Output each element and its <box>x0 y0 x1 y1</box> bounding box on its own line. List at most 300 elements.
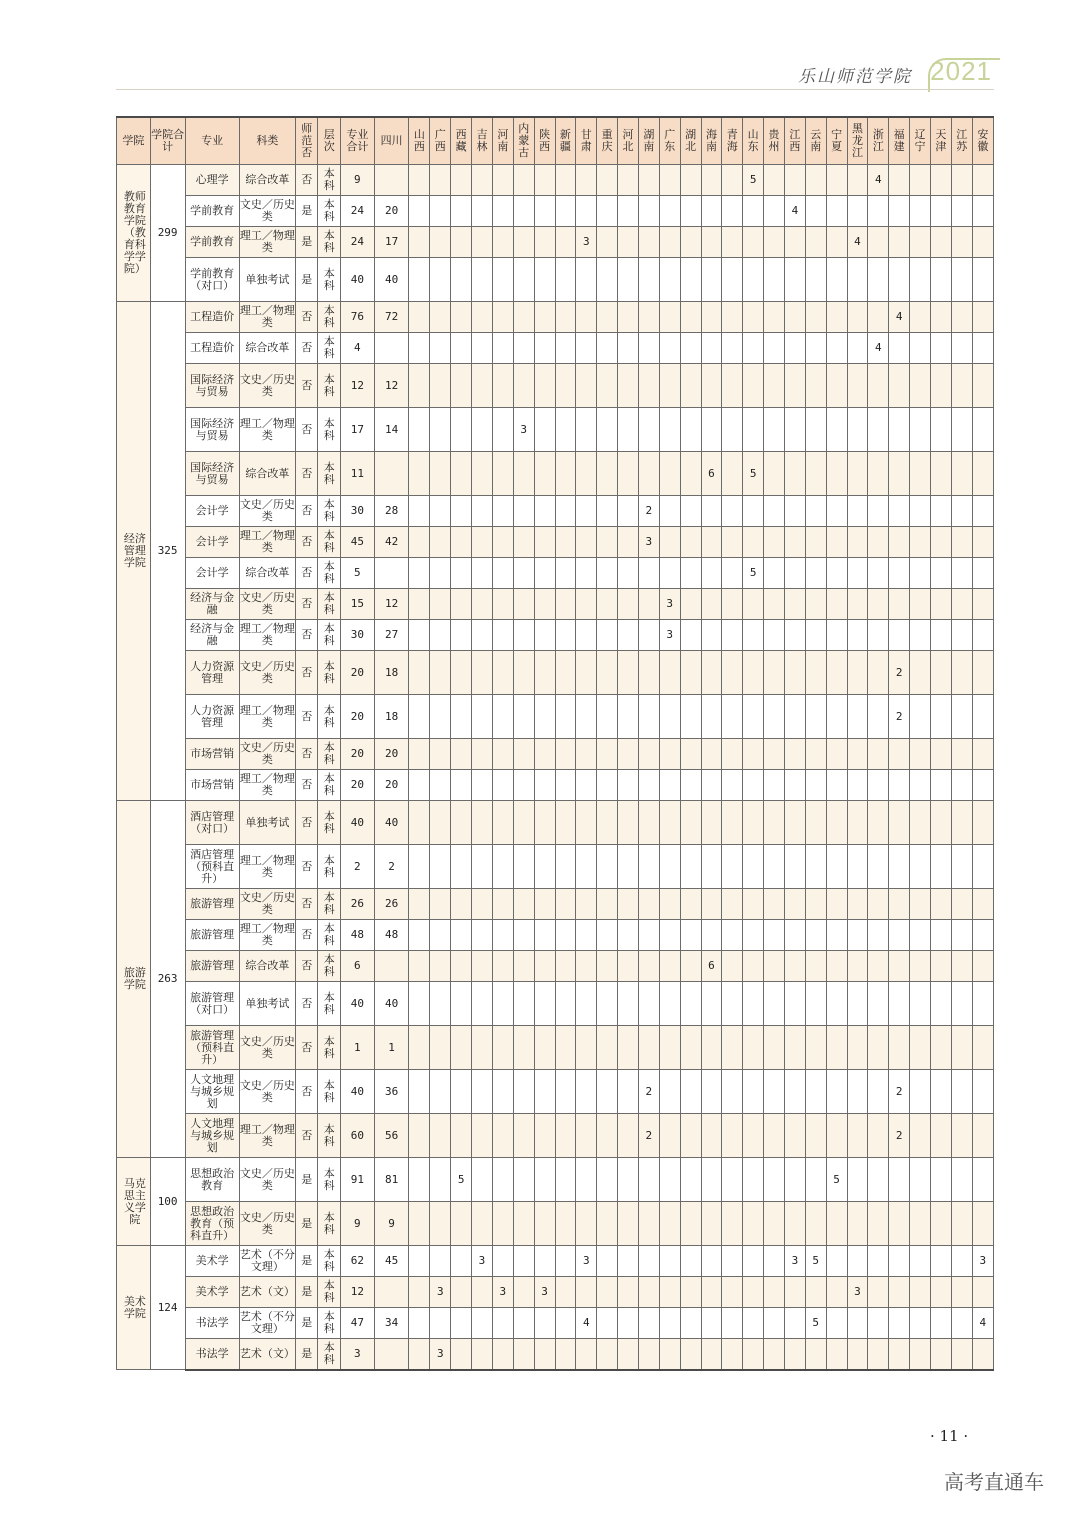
province-quota <box>784 496 805 527</box>
province-quota <box>805 651 826 695</box>
table-row <box>117 452 994 496</box>
province-quota <box>930 620 951 651</box>
province-quota <box>889 801 910 845</box>
province-quota <box>930 1308 951 1339</box>
province-quota <box>764 1308 785 1339</box>
province-quota: 40 <box>374 801 409 845</box>
province-quota <box>680 1070 701 1114</box>
province-quota <box>618 165 639 196</box>
major-name: 思想政治教育 <box>185 1158 239 1202</box>
province-quota <box>743 1277 764 1308</box>
normal-flag: 是 <box>295 1339 318 1370</box>
province-quota: 4 <box>868 333 889 364</box>
province-quota <box>743 739 764 770</box>
major-name: 经济与金融 <box>185 620 239 651</box>
province-quota: 2 <box>889 1114 910 1158</box>
province-quota <box>743 364 764 408</box>
province-quota <box>701 1246 722 1277</box>
major-name: 书法学 <box>185 1339 239 1370</box>
province-quota <box>826 227 847 258</box>
degree-level: 本科 <box>318 951 341 982</box>
province-quota <box>910 558 931 589</box>
subject-category: 文史／历史类 <box>239 1026 295 1070</box>
province-quota <box>701 196 722 227</box>
province-quota <box>513 302 534 333</box>
province-quota <box>764 333 785 364</box>
province-quota <box>868 620 889 651</box>
college-name: 旅游学院 <box>117 801 151 1158</box>
province-quota <box>618 1026 639 1070</box>
province-quota <box>534 982 555 1026</box>
province-quota <box>826 1277 847 1308</box>
province-quota <box>451 1070 472 1114</box>
province-quota <box>701 165 722 196</box>
province-quota <box>659 527 680 558</box>
table-row <box>117 1158 994 1202</box>
province-quota <box>576 302 597 333</box>
province-quota <box>910 496 931 527</box>
province-quota <box>930 1202 951 1246</box>
province-quota <box>492 589 513 620</box>
column-header: 甘肃 <box>576 117 597 165</box>
major-subtotal: 5 <box>340 558 374 589</box>
province-quota <box>409 889 430 920</box>
province-quota <box>826 1246 847 1277</box>
province-quota <box>972 1158 993 1202</box>
province-quota <box>472 165 493 196</box>
province-quota <box>910 1308 931 1339</box>
major-subtotal: 17 <box>340 408 374 452</box>
column-header: 重庆 <box>597 117 618 165</box>
province-quota <box>430 165 451 196</box>
degree-level: 本科 <box>318 258 341 302</box>
subject-category: 文史／历史类 <box>239 589 295 620</box>
province-quota: 3 <box>972 1246 993 1277</box>
province-quota <box>826 982 847 1026</box>
province-quota <box>555 1158 576 1202</box>
province-quota <box>722 620 743 651</box>
province-quota <box>576 651 597 695</box>
province-quota <box>951 258 972 302</box>
province-quota <box>513 258 534 302</box>
province-quota <box>784 951 805 982</box>
province-quota <box>513 227 534 258</box>
province-quota <box>472 770 493 801</box>
province-quota <box>659 227 680 258</box>
province-quota <box>910 651 931 695</box>
province-quota <box>889 770 910 801</box>
province-quota <box>430 770 451 801</box>
province-quota <box>972 982 993 1026</box>
major-subtotal: 4 <box>340 333 374 364</box>
province-quota <box>409 258 430 302</box>
province-quota <box>534 695 555 739</box>
major-subtotal: 48 <box>340 920 374 951</box>
degree-level: 本科 <box>318 589 341 620</box>
province-quota <box>430 1158 451 1202</box>
province-quota <box>513 920 534 951</box>
major-subtotal: 30 <box>340 620 374 651</box>
province-quota <box>597 165 618 196</box>
province-quota: 4 <box>889 302 910 333</box>
province-quota <box>472 1158 493 1202</box>
column-header: 江西 <box>784 117 805 165</box>
province-quota <box>555 1026 576 1070</box>
normal-flag: 否 <box>295 1070 318 1114</box>
major-name: 经济与金融 <box>185 589 239 620</box>
province-quota <box>618 227 639 258</box>
province-quota <box>472 982 493 1026</box>
subject-category: 文史／历史类 <box>239 651 295 695</box>
province-quota: 3 <box>430 1277 451 1308</box>
province-quota <box>972 452 993 496</box>
province-quota <box>597 1026 618 1070</box>
province-quota <box>847 589 868 620</box>
major-name: 旅游管理 <box>185 889 239 920</box>
province-quota <box>784 695 805 739</box>
province-quota <box>951 845 972 889</box>
province-quota <box>722 920 743 951</box>
province-quota <box>805 1070 826 1114</box>
province-quota <box>534 770 555 801</box>
province-quota <box>868 770 889 801</box>
province-quota <box>409 739 430 770</box>
province-quota <box>784 770 805 801</box>
province-quota <box>534 1202 555 1246</box>
province-quota: 36 <box>374 1070 409 1114</box>
province-quota: 40 <box>374 982 409 1026</box>
province-quota <box>743 651 764 695</box>
province-quota <box>701 364 722 408</box>
normal-flag: 否 <box>295 408 318 452</box>
province-quota <box>722 695 743 739</box>
province-quota <box>451 165 472 196</box>
province-quota <box>847 258 868 302</box>
province-quota: 5 <box>743 452 764 496</box>
subject-category: 文史／历史类 <box>239 1158 295 1202</box>
major-subtotal: 12 <box>340 1277 374 1308</box>
normal-flag: 是 <box>295 1246 318 1277</box>
province-quota: 42 <box>374 527 409 558</box>
subject-category: 艺术（不分文理） <box>239 1308 295 1339</box>
province-quota <box>722 770 743 801</box>
province-quota <box>722 1202 743 1246</box>
province-quota <box>513 1158 534 1202</box>
major-name: 思想政治教育（预科直升） <box>185 1202 239 1246</box>
province-quota <box>638 1277 659 1308</box>
province-quota: 3 <box>638 527 659 558</box>
province-quota: 40 <box>374 258 409 302</box>
province-quota <box>430 364 451 408</box>
province-quota <box>910 165 931 196</box>
province-quota <box>764 920 785 951</box>
province-quota <box>534 496 555 527</box>
province-quota <box>555 496 576 527</box>
province-quota <box>826 845 847 889</box>
province-quota <box>743 1158 764 1202</box>
province-quota <box>430 196 451 227</box>
province-quota <box>722 1339 743 1370</box>
province-quota <box>513 333 534 364</box>
province-quota <box>618 408 639 452</box>
subject-category: 文史／历史类 <box>239 364 295 408</box>
province-quota <box>701 333 722 364</box>
province-quota <box>743 845 764 889</box>
province-quota <box>680 1308 701 1339</box>
province-quota <box>826 333 847 364</box>
province-quota: 5 <box>451 1158 472 1202</box>
province-quota <box>618 1339 639 1370</box>
province-quota <box>805 364 826 408</box>
province-quota <box>701 845 722 889</box>
province-quota <box>618 452 639 496</box>
province-quota <box>972 527 993 558</box>
province-quota <box>972 558 993 589</box>
degree-level: 本科 <box>318 1308 341 1339</box>
province-quota <box>805 258 826 302</box>
province-quota <box>910 889 931 920</box>
column-header: 学院 <box>117 117 151 165</box>
province-quota <box>472 889 493 920</box>
major-subtotal: 9 <box>340 1202 374 1246</box>
province-quota <box>930 196 951 227</box>
province-quota <box>597 801 618 845</box>
province-quota <box>680 408 701 452</box>
province-quota <box>784 982 805 1026</box>
province-quota <box>409 1026 430 1070</box>
province-quota <box>910 1277 931 1308</box>
province-quota <box>743 620 764 651</box>
province-quota <box>409 651 430 695</box>
province-quota <box>722 982 743 1026</box>
province-quota <box>951 333 972 364</box>
normal-flag: 否 <box>295 589 318 620</box>
province-quota <box>534 920 555 951</box>
table-row <box>117 801 994 845</box>
province-quota <box>889 1339 910 1370</box>
enrollment-quota-table <box>116 116 994 1371</box>
province-quota <box>492 695 513 739</box>
province-quota <box>534 1070 555 1114</box>
province-quota <box>868 1202 889 1246</box>
province-quota <box>784 227 805 258</box>
province-quota <box>680 527 701 558</box>
province-quota <box>409 227 430 258</box>
province-quota <box>638 845 659 889</box>
province-quota <box>972 1114 993 1158</box>
province-quota <box>618 651 639 695</box>
province-quota <box>889 739 910 770</box>
province-quota <box>451 620 472 651</box>
province-quota: 12 <box>374 589 409 620</box>
header-decoration <box>928 58 1000 92</box>
province-quota <box>701 1114 722 1158</box>
province-quota <box>805 695 826 739</box>
degree-level: 本科 <box>318 695 341 739</box>
college-name: 教师教育学院（教育科学学院） <box>117 165 151 302</box>
province-quota <box>743 227 764 258</box>
province-quota <box>847 739 868 770</box>
province-quota <box>722 845 743 889</box>
province-quota <box>576 889 597 920</box>
province-quota <box>430 889 451 920</box>
province-quota <box>951 951 972 982</box>
province-quota <box>618 589 639 620</box>
province-quota <box>826 651 847 695</box>
province-quota <box>805 951 826 982</box>
province-quota <box>826 889 847 920</box>
province-quota <box>472 1339 493 1370</box>
degree-level: 本科 <box>318 558 341 589</box>
degree-level: 本科 <box>318 1070 341 1114</box>
subject-category: 综合改革 <box>239 165 295 196</box>
province-quota <box>743 527 764 558</box>
province-quota: 72 <box>374 302 409 333</box>
province-quota <box>868 651 889 695</box>
province-quota <box>743 1114 764 1158</box>
province-quota <box>638 333 659 364</box>
province-quota <box>534 196 555 227</box>
province-quota <box>951 770 972 801</box>
table-row <box>117 1308 994 1339</box>
degree-level: 本科 <box>318 1246 341 1277</box>
college-total: 263 <box>150 801 185 1158</box>
province-quota <box>618 496 639 527</box>
province-quota <box>409 801 430 845</box>
province-quota <box>555 452 576 496</box>
province-quota <box>597 558 618 589</box>
province-quota <box>701 695 722 739</box>
province-quota <box>910 1246 931 1277</box>
province-quota <box>951 196 972 227</box>
province-quota <box>847 1114 868 1158</box>
province-quota <box>972 258 993 302</box>
province-quota <box>555 889 576 920</box>
province-quota <box>889 333 910 364</box>
province-quota <box>868 589 889 620</box>
province-quota <box>576 558 597 589</box>
province-quota <box>764 364 785 408</box>
table-row <box>117 558 994 589</box>
province-quota <box>555 408 576 452</box>
province-quota <box>555 165 576 196</box>
province-quota <box>451 1114 472 1158</box>
province-quota <box>951 1339 972 1370</box>
province-quota <box>492 496 513 527</box>
province-quota <box>492 196 513 227</box>
province-quota <box>868 801 889 845</box>
province-quota <box>534 1308 555 1339</box>
major-name: 会计学 <box>185 527 239 558</box>
degree-level: 本科 <box>318 1202 341 1246</box>
province-quota <box>701 920 722 951</box>
province-quota <box>430 739 451 770</box>
province-quota <box>764 982 785 1026</box>
subject-category: 理工／物理类 <box>239 527 295 558</box>
province-quota: 5 <box>805 1308 826 1339</box>
province-quota <box>743 408 764 452</box>
college-total: 299 <box>150 165 185 302</box>
normal-flag: 否 <box>295 770 318 801</box>
province-quota <box>701 496 722 527</box>
province-quota <box>555 770 576 801</box>
province-quota <box>930 558 951 589</box>
province-quota <box>472 364 493 408</box>
province-quota <box>930 227 951 258</box>
province-quota <box>701 801 722 845</box>
province-quota <box>805 920 826 951</box>
province-quota <box>972 889 993 920</box>
province-quota <box>555 302 576 333</box>
province-quota: 34 <box>374 1308 409 1339</box>
major-name: 心理学 <box>185 165 239 196</box>
column-header: 广东 <box>659 117 680 165</box>
province-quota <box>513 1026 534 1070</box>
province-quota <box>430 620 451 651</box>
province-quota <box>680 496 701 527</box>
province-quota <box>805 452 826 496</box>
province-quota <box>743 695 764 739</box>
province-quota <box>847 845 868 889</box>
major-name: 书法学 <box>185 1308 239 1339</box>
province-quota <box>618 982 639 1026</box>
province-quota <box>951 620 972 651</box>
degree-level: 本科 <box>318 227 341 258</box>
province-quota <box>659 1202 680 1246</box>
province-quota <box>951 1277 972 1308</box>
province-quota <box>430 408 451 452</box>
province-quota <box>910 1202 931 1246</box>
province-quota <box>555 920 576 951</box>
province-quota <box>784 165 805 196</box>
province-quota <box>722 651 743 695</box>
province-quota <box>951 889 972 920</box>
watermark: 高考直通车 <box>944 1470 1044 1494</box>
province-quota <box>889 620 910 651</box>
page-number: · 11 · <box>930 1427 969 1445</box>
province-quota <box>930 801 951 845</box>
province-quota <box>784 845 805 889</box>
province-quota <box>805 770 826 801</box>
province-quota <box>659 1114 680 1158</box>
column-header: 科类 <box>239 117 295 165</box>
province-quota <box>555 258 576 302</box>
major-name: 美术学 <box>185 1277 239 1308</box>
province-quota <box>638 227 659 258</box>
table-row <box>117 333 994 364</box>
province-quota <box>889 1026 910 1070</box>
province-quota <box>764 1114 785 1158</box>
province-quota <box>972 589 993 620</box>
column-header: 青海 <box>722 117 743 165</box>
subject-category: 艺术（文） <box>239 1277 295 1308</box>
province-quota <box>638 1202 659 1246</box>
province-quota <box>451 845 472 889</box>
province-quota: 18 <box>374 651 409 695</box>
college-total: 124 <box>150 1246 185 1370</box>
province-quota <box>868 739 889 770</box>
province-quota <box>847 333 868 364</box>
province-quota <box>597 1246 618 1277</box>
major-name: 工程造价 <box>185 302 239 333</box>
province-quota <box>451 527 472 558</box>
college-total: 325 <box>150 302 185 801</box>
province-quota <box>826 496 847 527</box>
province-quota <box>910 1026 931 1070</box>
province-quota <box>638 408 659 452</box>
subject-category: 理工／物理类 <box>239 695 295 739</box>
province-quota <box>534 302 555 333</box>
